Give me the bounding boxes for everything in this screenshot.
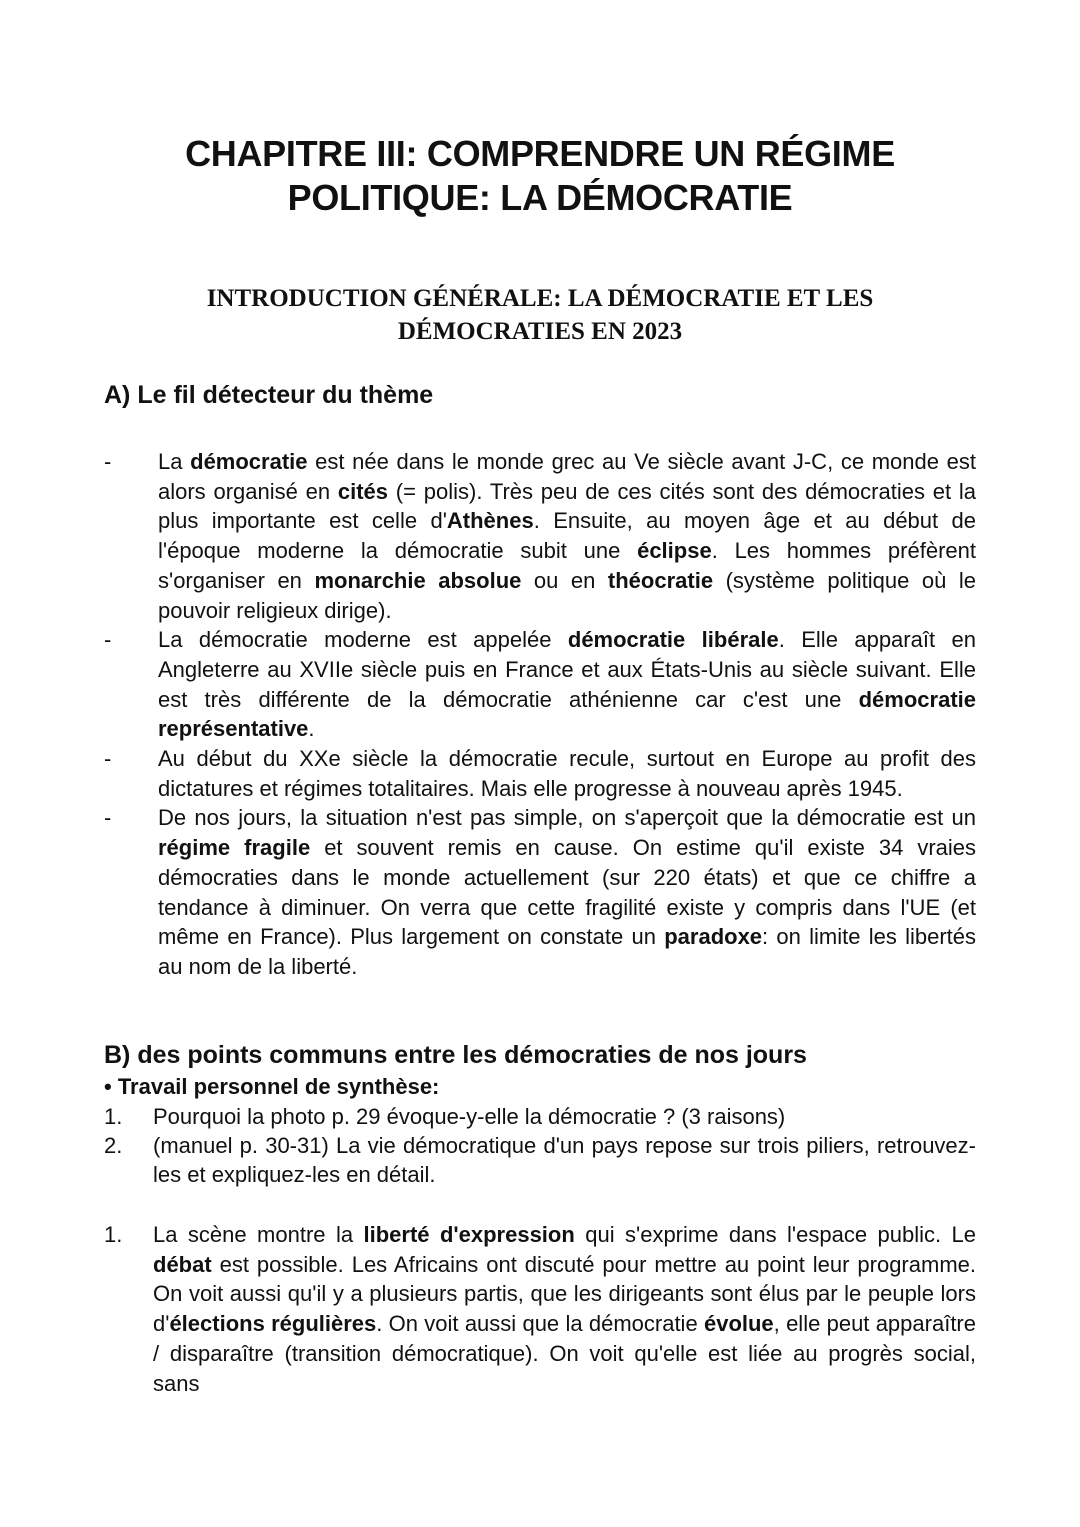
list-item-text xyxy=(158,447,976,625)
list-item-text xyxy=(158,744,976,803)
text-run: (= polis). Très peu de ces cités sont des démocraties et la plus importante est celle d' xyxy=(158,478,976,534)
text-run: et souvent remis en cause. On estime qu'il existe 34 vraies démocraties dans le monde actuellement (sur 220 états) et que ce chiffre a tendance à diminuer. On verra que cette fragilité existe y compris dans l'UE (et même en France). Plus largement on constate un xyxy=(158,835,977,950)
text-run: . Elle apparaît en Angleterre au XVIIe siècle puis en France et aux États-Unis au siècle suivant. Elle est très différente de la démocratie athénienne car c'est une xyxy=(158,627,976,712)
introduction-title-line-2: DÉMOCRATIES EN 2023 xyxy=(397,318,683,345)
question-item xyxy=(0,1131,1080,1189)
text-run: , elle peut apparaître / disparaître (transition démocratique). On voit qu'elle est liée au progrès social, sans xyxy=(153,1311,976,1396)
list-marker: 1. xyxy=(104,1222,123,1247)
bold-term: débat xyxy=(153,1251,212,1277)
question-item xyxy=(0,1102,1080,1131)
bullet-item xyxy=(0,744,1080,803)
list-marker: 1. xyxy=(104,1104,123,1129)
list-marker: - xyxy=(104,449,112,474)
bullet-item xyxy=(0,625,1080,744)
text-run: . Ensuite, au moyen âge et au début de l'époque moderne la démocratie subit une xyxy=(158,508,976,564)
text-run: La démocratie moderne est appelée xyxy=(158,627,568,653)
text-run: ou en xyxy=(521,567,608,593)
bold-term: théocratie xyxy=(607,567,714,593)
introduction-title xyxy=(100,282,980,348)
bold-term: évolue xyxy=(703,1311,774,1337)
text-run: : on limite les libertés au nom de la liberté. xyxy=(158,924,976,979)
text-run: Au début du XXe siècle la démocratie recule, surtout en Europe au profit des dictatures et régimes totalitaires. Mais elle progresse à nouveau après 1945. xyxy=(158,746,976,801)
text-run: . Les hommes préfèrent s'organiser en xyxy=(158,538,976,593)
list-item-text xyxy=(158,803,976,981)
text-run: . On voit aussi que la démocratie xyxy=(376,1311,704,1337)
text-run: De nos jours, la situation n'est pas simple, on s'aperçoit que la démocratie est un xyxy=(158,805,976,831)
text-run: . xyxy=(308,716,315,742)
list-marker: - xyxy=(104,805,112,831)
bold-term: éclipse xyxy=(637,538,712,564)
chapter-title-line-1: CHAPITRE III: COMPRENDRE UN RÉGIME xyxy=(185,133,895,174)
introduction-title-line-1: INTRODUCTION GÉNÉRALE: LA DÉMOCRATIE ET LES xyxy=(206,285,874,312)
bold-term: démocratie xyxy=(190,449,308,474)
synthesis-work-heading: • Travail personnel de synthèse: xyxy=(104,1074,440,1099)
bold-term: monarchie absolue xyxy=(314,567,522,593)
list-marker: - xyxy=(104,627,112,653)
bold-term: démocratie représentative xyxy=(158,686,976,742)
bold-term: régime fragile xyxy=(158,835,311,861)
bold-term: cités xyxy=(337,478,389,504)
text-run: La xyxy=(158,449,191,474)
list-item-text xyxy=(153,1102,976,1131)
list-item-text xyxy=(158,625,976,744)
list-marker: 2. xyxy=(104,1133,123,1158)
text-run: Pourquoi la photo p. 29 évoque-y-elle la démocratie ? (3 raisons) xyxy=(153,1104,786,1129)
text-run: (système politique où le pouvoir religieux dirige). xyxy=(158,567,976,623)
text-run: est possible. Les Africains ont discuté pour mettre au point leur programme. On voit aussi qu'il y a plusieurs partis, que les dirigeants sont élus par le peuple lors d' xyxy=(153,1251,976,1337)
list-item-text xyxy=(153,1220,976,1398)
text-run: (manuel p. 30-31) La vie démocratique d'un pays repose sur trois piliers, retrouvez-les et expliquez-les en détail. xyxy=(153,1133,976,1187)
chapter-title-line-2: POLITIQUE: LA DÉMOCRATIE xyxy=(287,177,793,218)
chapter-title xyxy=(100,132,980,220)
bold-term: élections régulières xyxy=(169,1311,377,1337)
text-run: qui s'exprime dans l'espace public. Le xyxy=(574,1222,976,1247)
questions-list xyxy=(0,1102,1080,1189)
bullet-item xyxy=(0,803,1080,981)
bold-term: démocratie libérale xyxy=(567,627,779,653)
bold-term: liberté d'expression xyxy=(363,1222,575,1247)
list-marker: - xyxy=(104,746,112,772)
list-item-text xyxy=(153,1131,976,1189)
text-run: est née dans le monde grec au Ve siècle avant J-C, ce monde est alors organisé en xyxy=(158,449,976,504)
bold-term: Athènes xyxy=(446,508,534,534)
answers-list xyxy=(0,1220,1080,1398)
answer-item xyxy=(0,1220,1080,1398)
bold-term: paradoxe xyxy=(664,924,763,950)
section-a-list xyxy=(0,447,1080,982)
section-a-heading: A) Le fil détecteur du thème xyxy=(104,381,434,409)
text-run: La scène montre la xyxy=(153,1222,364,1247)
section-b-heading: B) des points communs entre les démocraties de nos jours xyxy=(104,1041,807,1069)
bullet-item xyxy=(0,447,1080,625)
